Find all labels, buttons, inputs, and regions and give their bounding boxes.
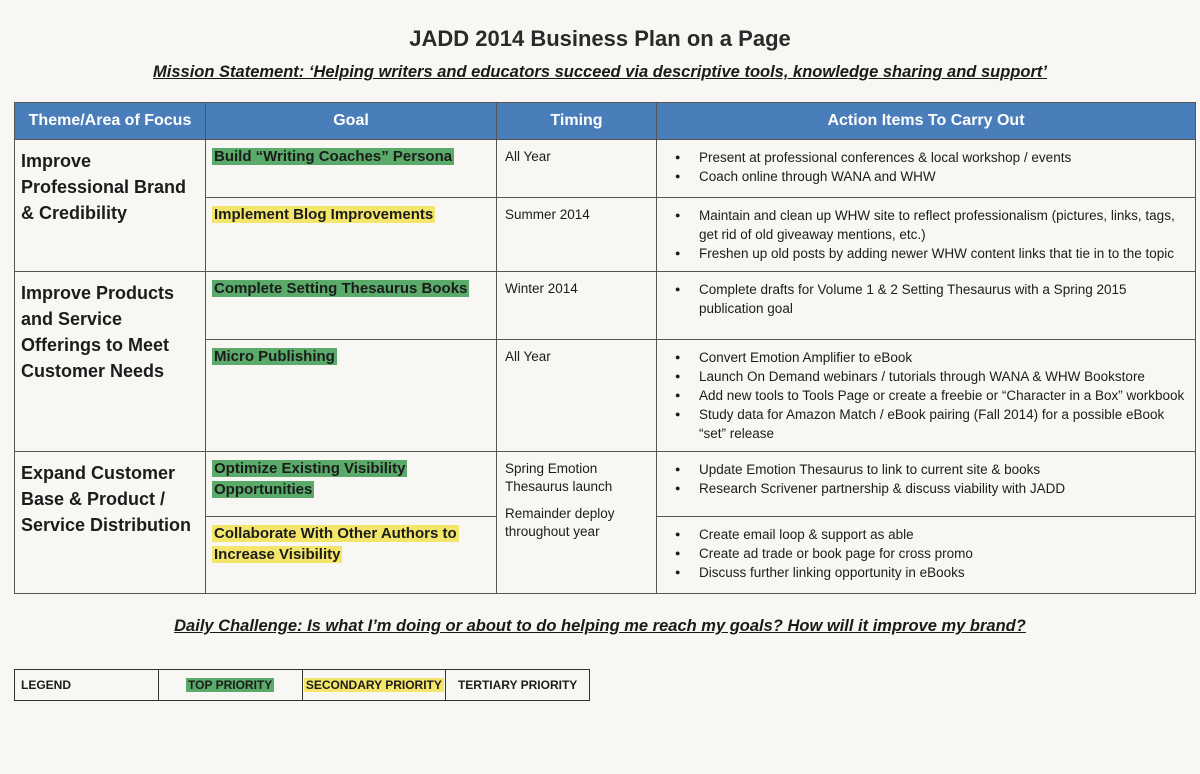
goal-label: Optimize Existing Visibility Opportunities <box>214 460 406 498</box>
header-theme: Theme/Area of Focus <box>15 103 206 140</box>
timing-cell: Winter 2014 <box>497 272 657 340</box>
timing-line: Remainder deploy throughout year <box>505 506 615 539</box>
action-list <box>665 348 1187 443</box>
action-list <box>665 460 1187 498</box>
legend-top-priority <box>158 670 302 701</box>
timing-cell: All Year <box>497 340 657 452</box>
goal-label: Collaborate With Other Authors to Increase Visibility <box>214 525 457 563</box>
action-list <box>665 525 1187 582</box>
goal-cell <box>206 340 497 452</box>
list-item: ● Coach online through WANA and WHW <box>699 167 1187 186</box>
legend-title: LEGEND <box>15 670 159 701</box>
theme-cell: Expand Customer Base & Product / Service Distribution <box>15 452 206 594</box>
actions-cell <box>657 140 1196 198</box>
timing-cell: All Year <box>497 140 657 198</box>
goal-cell <box>206 517 497 594</box>
list-item: ● Present at professional conferences & local workshop / events <box>699 148 1187 167</box>
list-item: ● Create ad trade or book page for cross promo <box>699 544 1187 563</box>
action-list <box>665 148 1187 186</box>
list-item: ● Research Scrivener partnership & discuss viability with JADD <box>699 479 1187 498</box>
business-plan-table <box>14 102 1196 594</box>
action-list <box>665 280 1187 318</box>
table-header-row <box>15 103 1196 140</box>
list-item: ● Freshen up old posts by adding newer WHW content links that tie in to the topic <box>699 244 1187 263</box>
legend-table <box>14 669 590 701</box>
list-item: ● Study data for Amazon Match / eBook pairing (Fall 2014) for a possible eBook “set” release <box>699 405 1187 443</box>
timing-cell: Summer 2014 <box>497 198 657 272</box>
legend-tertiary-priority: TERTIARY PRIORITY <box>446 670 590 701</box>
header-actions: Action Items To Carry Out <box>657 103 1196 140</box>
list-item: ● Add new tools to Tools Page or create a freebie or “Character in a Box” workbook <box>699 386 1187 405</box>
list-item: ● Maintain and clean up WHW site to reflect professionalism (pictures, links, tags, get rid of old giveaway mentions, etc.) <box>699 206 1187 244</box>
goal-label: Micro Publishing <box>214 348 335 365</box>
goal-label: Build “Writing Coaches” Persona <box>214 148 453 165</box>
list-item: ● Create email loop & support as able <box>699 525 1187 544</box>
actions-cell <box>657 272 1196 340</box>
table-row <box>15 140 1196 198</box>
actions-cell <box>657 340 1196 452</box>
goal-cell <box>206 452 497 517</box>
daily-challenge: Daily Challenge: Is what I’m doing or about to do helping me reach my goals? How will it improve my brand? <box>174 617 1026 635</box>
list-item: ● Convert Emotion Amplifier to eBook <box>699 348 1187 367</box>
table-row <box>15 452 1196 517</box>
theme-cell: Improve Professional Brand & Credibility <box>15 140 206 272</box>
goal-cell <box>206 198 497 272</box>
action-list <box>665 206 1187 263</box>
actions-cell <box>657 198 1196 272</box>
table-row <box>15 272 1196 340</box>
theme-cell: Improve Products and Service Offerings to Meet Customer Needs <box>15 272 206 452</box>
list-item: ● Discuss further linking opportunity in eBooks <box>699 563 1187 582</box>
list-item: ● Launch On Demand webinars / tutorials through WANA & WHW Bookstore <box>699 367 1187 386</box>
page-title: JADD 2014 Business Plan on a Page <box>409 26 791 51</box>
legend-secondary-priority <box>302 670 446 701</box>
actions-cell <box>657 517 1196 594</box>
goal-label: Implement Blog Improvements <box>214 206 434 223</box>
timing-line: Spring Emotion Thesaurus launch <box>505 461 613 494</box>
list-item: ● Update Emotion Thesaurus to link to current site & books <box>699 460 1187 479</box>
actions-cell <box>657 452 1196 517</box>
legend-top-label: TOP PRIORITY <box>188 678 273 692</box>
goal-cell <box>206 272 497 340</box>
goal-cell <box>206 140 497 198</box>
header-goal: Goal <box>206 103 497 140</box>
list-item: ● Complete drafts for Volume 1 & 2 Setting Thesaurus with a Spring 2015 publication goal <box>699 280 1187 318</box>
legend-secondary-label: SECONDARY PRIORITY <box>305 678 442 692</box>
mission-statement: Mission Statement: ‘Helping writers and educators succeed via descriptive tools, knowledge sharing and support’ <box>153 63 1047 81</box>
header-timing: Timing <box>497 103 657 140</box>
timing-cell <box>497 452 657 594</box>
goal-label: Complete Setting Thesaurus Books <box>214 280 468 297</box>
